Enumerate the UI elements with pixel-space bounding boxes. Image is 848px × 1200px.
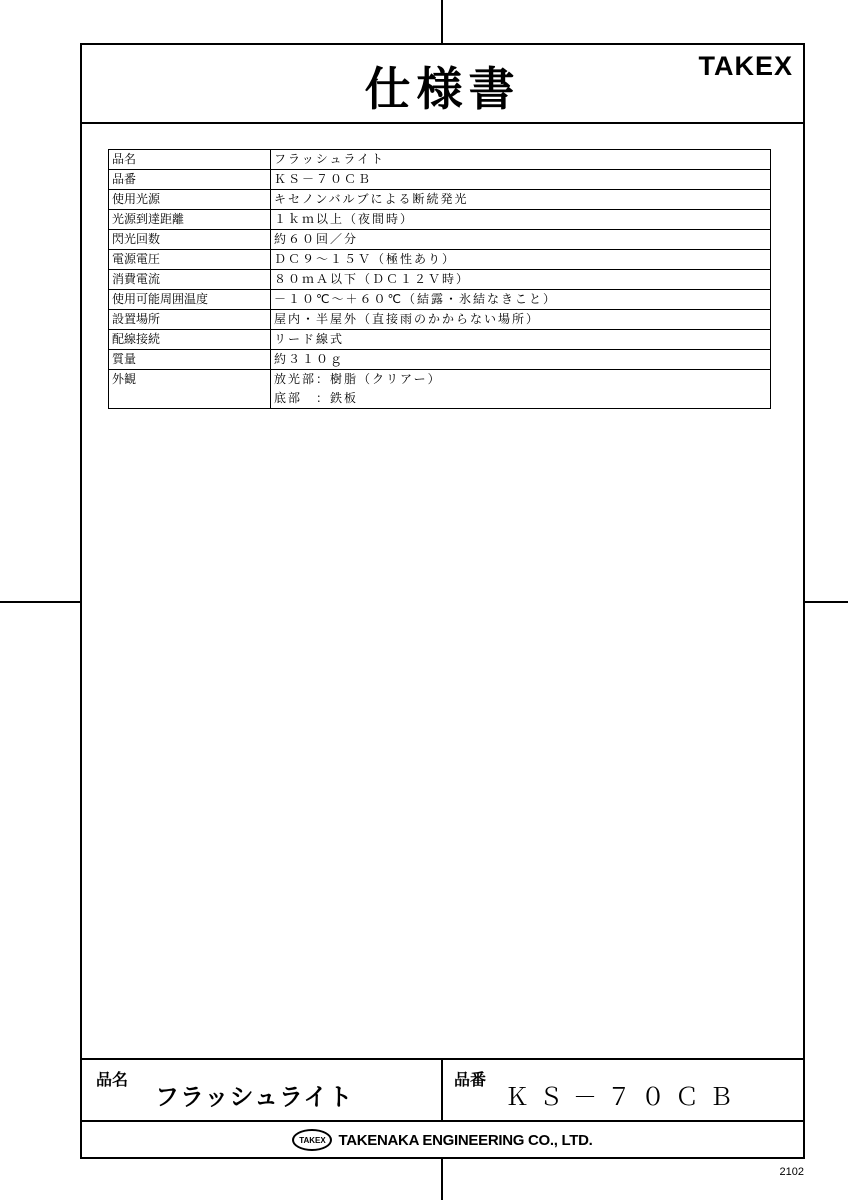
brand-logo: TAKEX <box>698 51 793 81</box>
table-row <box>109 190 771 210</box>
table-row <box>109 210 771 230</box>
table-row <box>109 330 771 350</box>
title-divider <box>80 122 805 124</box>
table-row <box>109 270 771 290</box>
registration-mark-top <box>441 0 443 43</box>
footer-code-value: ＫＳ－７０ＣＢ <box>505 1083 743 1111</box>
spec-label: 使用可能周囲温度 <box>109 290 271 310</box>
table-row <box>109 230 771 250</box>
spec-value: 約６０回／分 <box>271 230 771 250</box>
spec-label: 電源電圧 <box>109 250 271 270</box>
spec-label: 品番 <box>109 170 271 190</box>
spec-value: フラッシュライト <box>271 150 771 170</box>
registration-mark-right <box>805 601 848 603</box>
spec-label: 光源到達距離 <box>109 210 271 230</box>
spec-value: 約３１０ｇ <box>271 350 771 370</box>
company-name: TAKENAKA ENGINEERING CO., LTD. <box>338 1131 593 1149</box>
spec-label: 閃光回数 <box>109 230 271 250</box>
spec-label: 質量 <box>109 350 271 370</box>
footer-code-label: 品番 <box>454 1070 487 1089</box>
registration-mark-left <box>0 601 80 603</box>
footer-name-value: フラッシュライト <box>155 1083 354 1111</box>
spec-label: 品名 <box>109 150 271 170</box>
table-row <box>109 250 771 270</box>
table-row <box>109 290 771 310</box>
appearance-line-1: 放光部：樹脂（クリアー） <box>274 372 442 386</box>
spec-value <box>271 370 771 409</box>
spec-value: 屋内・半屋外（直接雨のかからない場所） <box>271 310 771 330</box>
spec-value: １ｋｍ以上（夜間時） <box>271 210 771 230</box>
spec-label: 消費電流 <box>109 270 271 290</box>
spec-label: 配線接続 <box>109 330 271 350</box>
spec-value: キセノンバルブによる断続発光 <box>271 190 771 210</box>
company-footer <box>80 1121 805 1159</box>
title-area <box>80 43 805 123</box>
spec-label: 設置場所 <box>109 310 271 330</box>
spec-value: リード線式 <box>271 330 771 350</box>
page-title: 仕様書 <box>364 62 521 116</box>
table-row <box>109 150 771 170</box>
table-row <box>109 350 771 370</box>
registration-mark-bottom <box>441 1159 443 1200</box>
spec-value: ８０ｍＡ以下（ＤＣ１２Ｖ時） <box>271 270 771 290</box>
appearance-line-2: 底部 ：鉄板 <box>274 391 359 405</box>
table-row-appearance <box>109 370 771 409</box>
spec-label: 外観 <box>109 370 271 409</box>
company-logo: TAKEX <box>292 1129 332 1151</box>
footer-name-label: 品名 <box>96 1070 129 1089</box>
spec-value: ＤＣ９～１５Ｖ（極性あり） <box>271 250 771 270</box>
spec-label: 使用光源 <box>109 190 271 210</box>
spec-value: －１０℃～＋６０℃（結露・氷結なきこと） <box>271 290 771 310</box>
footer-center-divider <box>441 1058 443 1121</box>
table-row <box>109 310 771 330</box>
spec-value: ＫＳ－７０ＣＢ <box>271 170 771 190</box>
spec-table <box>108 149 771 409</box>
table-row <box>109 170 771 190</box>
document-number: 2102 <box>779 1166 804 1178</box>
